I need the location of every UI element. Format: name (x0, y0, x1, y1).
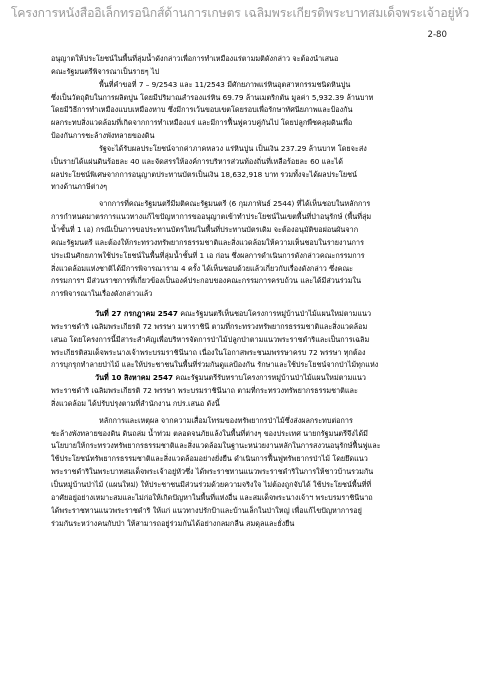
text-line: พระราชดำริ เฉลิมพระเกียรติ 72 พรรษา พระบรมราชินีนาถ ตามที่กระทรวงทรัพยากรธรรมชาติและ (51, 386, 358, 396)
text-line: สิ่งแวดล้อม ได้ปรับปรุงตามที่สำนักงาน กปร.เสนอ ดังนี้ (51, 398, 220, 408)
entry-date: วันที่ 27 กรกฎาคม 2547 (95, 309, 178, 319)
entry-text: คณะรัฐมนตรีรับทราบโครงการหมู่บ้านป่าไม้แผนใหม่ตามแนว (173, 373, 366, 383)
text-line: ซึ่งเป็นวัตถุดิบในการผลิตปูน โดยมีปริมาณสำรองแร่หิน 69.79 ล้านเมตริกตัน มูลค่า 5,932.39 ล้านบาท (51, 92, 374, 102)
text-line: พระราชดำริในพระบาทสมเด็จพระเจ้าอยู่หัวซึ่ง ได้พระราชทานแนวพระราชดำริในการให้ชาวบ้านรวมกัน (51, 467, 374, 477)
text-line: ผลกระทบสิ่งแวดล้อมที่เกิดจากการทำเหมืองแร่ และมีการฟื้นฟูควบคู่กันไป โดยปลูกพืชคลุมดินเพื่อ (51, 118, 353, 128)
text-line: สิ่งแวดล้อมแห่งชาติได้มีการพิจารณาราม 4 ครั้ง ได้เห็นชอบด้วยแล้วเกี่ยวกับเรื่องดังกล่าว ซึ่งคณะ (51, 263, 354, 273)
text-line: ทางด้านภาษีต่างๆ (51, 182, 107, 192)
text-line: ชะล้างพังทลายของดิน ดินถล่ม น้ำท่วม ตลอดจนภัยแล้งในพื้นที่ต่างๆ ของประเทศ นายกรัฐมนตรีจึงได้มี (51, 428, 368, 438)
entry-text: คณะรัฐมนตรีเห็นชอบโครงการหมู่บ้านป่าไม้แผนใหม่ตามแนว (177, 309, 372, 319)
running-header: โครงการหนังสืออิเล็กทรอนิกส์ด้านการเกษตร เฉลิมพระเกียรติพระบาทสมเด็จพระเจ้าอยู่หัว (10, 6, 470, 20)
text-line: คณะรัฐมนตรีพิจารณาเป็นรายๆ ไป (51, 66, 160, 76)
text-line: พื้นที่คำขอที่ 7 – 9/2543 และ 11/2543 มีศักยภาพแร่หินอุตสาหกรรมชนิดหินปูน (99, 79, 351, 89)
text-line: การกำหนดมาตรการแนวทางแก้ไขปัญหาการขออนุญาตเข้าทำประโยชน์ในเขตพื้นที่ป่าอนุรักษ์ (พื้นที่ลุ่ม (51, 212, 372, 222)
page-number: 2-80 (427, 30, 447, 40)
text-line: เป็นหมู่บ้านป่าไม้ (แผนใหม่) ให้ประชาชนมีส่วนร่วมด้วยความจริงใจ ไม่ต้องถูกจับได้ ใช้ประโยชน์พื้นที่ที่ (51, 480, 372, 489)
text-line: ป้องกันการชะล้างพังทลายของดิน (51, 131, 155, 141)
text-line: การพิจารณาในเรื่องดังกล่าวแล้ว (51, 289, 153, 299)
text-line: โดยมีวิธีการทำเหมืองแบบเหมืองหาบ ซึ่งมีการเว้นขอบเขตโดยรอบเพื่อรักษาทัศนียภาพและป้องกัน (51, 105, 353, 115)
dated-entry-line (51, 308, 431, 321)
text-line: อาศัยอยู่อย่างเหมาะสมและไม่ก่อให้เกิดปัญหาในพื้นที่แห่งอื่น และสมเด็จพระนางเจ้าฯ พระบรมราชินีนาถ (51, 492, 373, 502)
text-line: พระราชดำริ เฉลิมพระเกียรติ 72 พรรษา มหาราชินี ตามที่กระทรวงทรัพยากรธรรมชาติและสิ่งแวดล้อม (51, 321, 368, 331)
text-line: การบุกรุกทำลายป่าไม้ และให้ประชาชนในพื้นที่ร่วมกันดูแลป้องกัน รักษาและใช้ประโยชน์จากป่าไม้ทุกแห่ง (51, 360, 379, 370)
dated-entry-line (51, 372, 431, 385)
text-line: ได้พระราชทานแนวพระราชดำริ ให้แก่ แนวทางปรักป้าและบ้านเล็กในป่าใหญ่ เพื่อแก้ไขปัญหาการอยู่ (51, 505, 362, 515)
text-line: พระเกียรติสมเด็จพระนางเจ้าพระบรมราชินีนาถ เนื่องในโอกาสพระชนมพรรษาครบ 72 พรรษา ทุกต้อง (51, 347, 366, 357)
text-line: ประเมินศักยภาพใช้ประโยชน์ในพื้นที่ลุ่มน้ำชั้นที่ 1 เอ ก่อน ซึ่งผลการดำเนินการดังกล่าวคณะกรรมการ (51, 250, 365, 260)
text-line: เป็นรายได้แผ่นดินร้อยละ 40 และจัดสรรให้องค์การบริหารส่วนท้องถิ่นที่เหลือร้อยละ 60 และได้ (51, 156, 343, 166)
text-line: ใช้ประโยชน์ทรัพยากรธรรมชาติและสิ่งแวดล้อมอย่างยั่งยืน ดำเนินการฟื้นฟูทรัพยากรป่าไม้ โดยยึดแนว (51, 454, 368, 464)
text-line: อนุญาตให้ประโยชน์ในพื้นที่ลุ่มน้ำดังกล่าวเพื่อการทำเหมืองแร่ตามมติดังกล่าว จะต้องนำเสนอ (51, 54, 339, 63)
text-line: ผลประโยชน์พิเศษจากการอนุญาตประทานบัตรเป็นเงิน 18,632,918 บาท รวมทั้งจะได้ผลประโยชน์ (51, 169, 358, 179)
text-line: น้ำชั้นที่ 1 เอ) กรณีเป็นการขอประทานบัตรใหม่ในพื้นที่ประทานบัตรเดิม จะต้องอนุมัติขอผ่อนผันจาก (51, 224, 359, 234)
text-line: กรรมการฯ มีส่วนราชการที่เกี่ยวข้องเป็นองค์ประกอบของคณะกรรมการครบถ้วน และได้มีส่วนร่วมใน (51, 276, 362, 286)
body-text (51, 53, 431, 530)
text-line: เสนอ โดยโครงการนี้มีสาระสำคัญเพื่อบริหารจัดการป่าไม้ปลูกป่าตามแนวพระราชดำริและเป็นการเฉลิม (51, 334, 370, 344)
entry-date: วันที่ 10 สิงหาคม 2547 (95, 373, 174, 383)
text-line: นโยบายให้กระทรวงทรัพยากรธรรมชาติและสิ่งแวดล้อมในฐานะหน่วยงานหลักในการสงวนอนุรักษ์ฟื้นฟูและ (51, 441, 381, 451)
text-line: รัฐจะได้รับผลประโยชน์จากค่าภาคหลวง แร่หินปูน เป็นเงิน 237.29 ล้านบาท โดยจะส่ง (99, 143, 367, 153)
text-line: จากการที่คณะรัฐมนตรีมีมติคณะรัฐมนตรี (6 กุมภาพันธ์ 2544) ที่ได้เห็นชอบในหลักการ (99, 199, 371, 209)
text-line: คณะรัฐมนตรี และต้องให้กระทรวงทรัพยากรธรรมชาติและสิ่งแวดล้อมให้ความเห็นชอบในรายงานการ (51, 237, 364, 247)
text-line: หลักการและเหตุผล จากความเสื่อมโทรมของทรัพยากรป่าไม้ซึ่งส่งผลกระทบต่อการ (99, 415, 353, 425)
text-line: ร่วมกันระหว่างคนกับป่า ให้สามารถอยู่ร่วมกันได้อย่างกลมกลืน สมดุลและยั่งยืน (51, 518, 295, 528)
